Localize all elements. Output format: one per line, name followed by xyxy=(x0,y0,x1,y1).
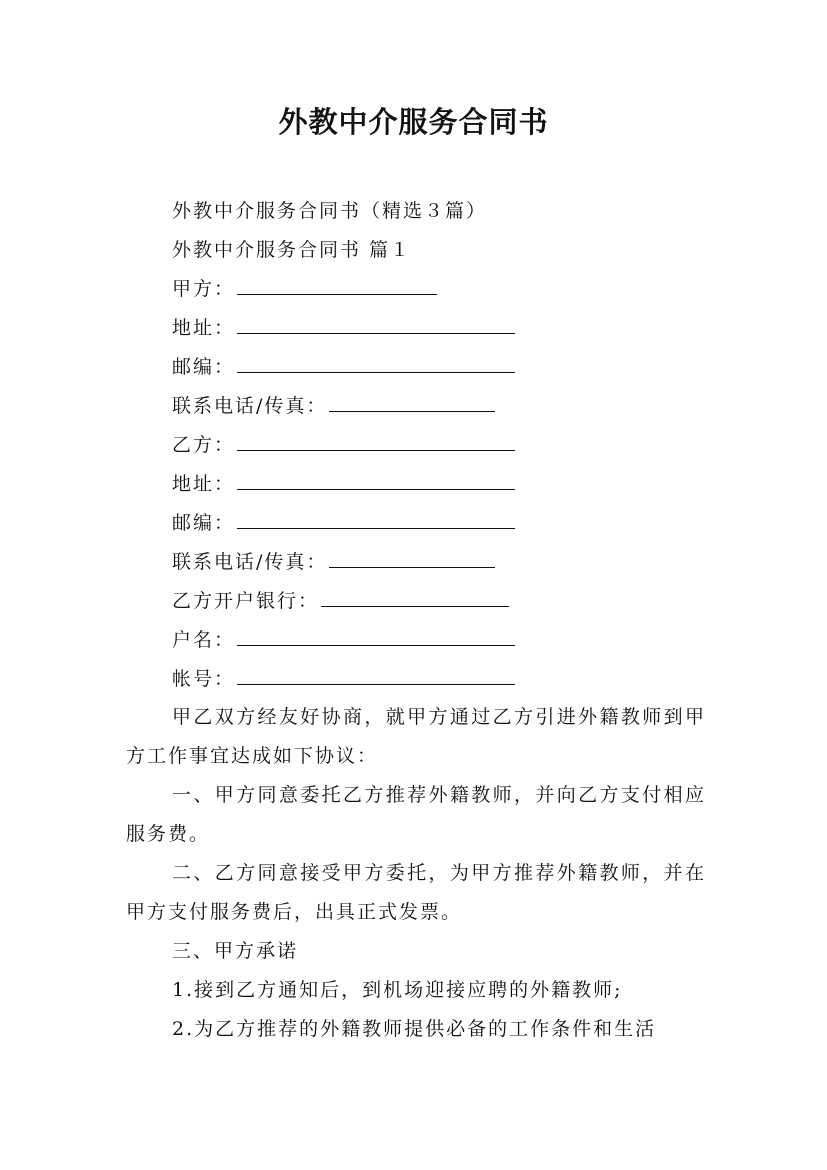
party-b-phone-row xyxy=(172,549,495,575)
party-b-name-row xyxy=(172,432,515,458)
party-b-postcode-blank xyxy=(237,510,515,529)
party-b-name-blank xyxy=(237,432,515,451)
party-a-phone-row xyxy=(172,393,495,419)
party-b-account-number-label: 帐号： xyxy=(172,668,236,690)
party-b-bank-row xyxy=(172,588,509,614)
party-b-account-number-row xyxy=(172,666,515,692)
party-a-name-blank xyxy=(237,276,437,295)
section-heading: 外教中介服务合同书 篇１ xyxy=(172,239,412,261)
intro-paragraph: 甲乙双方经友好协商，就甲方通过乙方引进外籍教师到甲方工作事宜达成如下协议： xyxy=(126,706,706,767)
party-b-bank-blank xyxy=(321,588,509,607)
party-b-bank-label: 乙方开户银行： xyxy=(172,590,320,612)
document-subtitle: 外教中介服务合同书（精选３篇） xyxy=(172,200,488,222)
party-a-address-row xyxy=(172,315,515,341)
party-a-name-label: 甲方： xyxy=(172,278,236,300)
party-b-address-blank xyxy=(237,471,515,490)
party-b-account-name-label: 户名： xyxy=(172,629,236,651)
party-a-phone-label: 联系电话/传真： xyxy=(172,395,328,417)
clause-1-paragraph: 一、甲方同意委托乙方推荐外籍教师，并向乙方支付相应服务费。 xyxy=(126,784,706,845)
party-b-phone-blank xyxy=(329,549,495,568)
party-b-address-row xyxy=(172,471,515,497)
party-a-phone-blank xyxy=(329,393,495,412)
party-b-account-name-blank xyxy=(237,627,515,646)
party-a-name-row xyxy=(172,276,437,302)
party-b-account-number-blank xyxy=(237,666,515,685)
clause-3-item-2: 2.为乙方推荐的外籍教师提供必备的工作条件和生活 xyxy=(172,1018,657,1040)
party-a-address-label: 地址： xyxy=(172,317,236,339)
party-b-address-label: 地址： xyxy=(172,473,236,495)
document-title: 外教中介服务合同书 xyxy=(278,105,549,139)
clause-2-paragraph: 二、乙方同意接受甲方委托，为甲方推荐外籍教师，并在甲方支付服务费后，出具正式发票。 xyxy=(126,862,706,923)
party-b-account-name-row xyxy=(172,627,515,653)
clause-3-heading: 三、甲方承诺 xyxy=(172,940,299,962)
party-b-postcode-label: 邮编： xyxy=(172,512,236,534)
party-b-name-label: 乙方： xyxy=(172,434,236,456)
party-a-postcode-row xyxy=(172,354,515,380)
party-b-phone-label: 联系电话/传真： xyxy=(172,551,328,573)
party-a-address-blank xyxy=(237,315,515,334)
clause-3-item-1: 1.接到乙方通知后，到机场迎接应聘的外籍教师; xyxy=(172,979,623,1001)
party-a-postcode-label: 邮编： xyxy=(172,356,236,378)
party-a-postcode-blank xyxy=(237,354,515,373)
party-b-postcode-row xyxy=(172,510,515,536)
